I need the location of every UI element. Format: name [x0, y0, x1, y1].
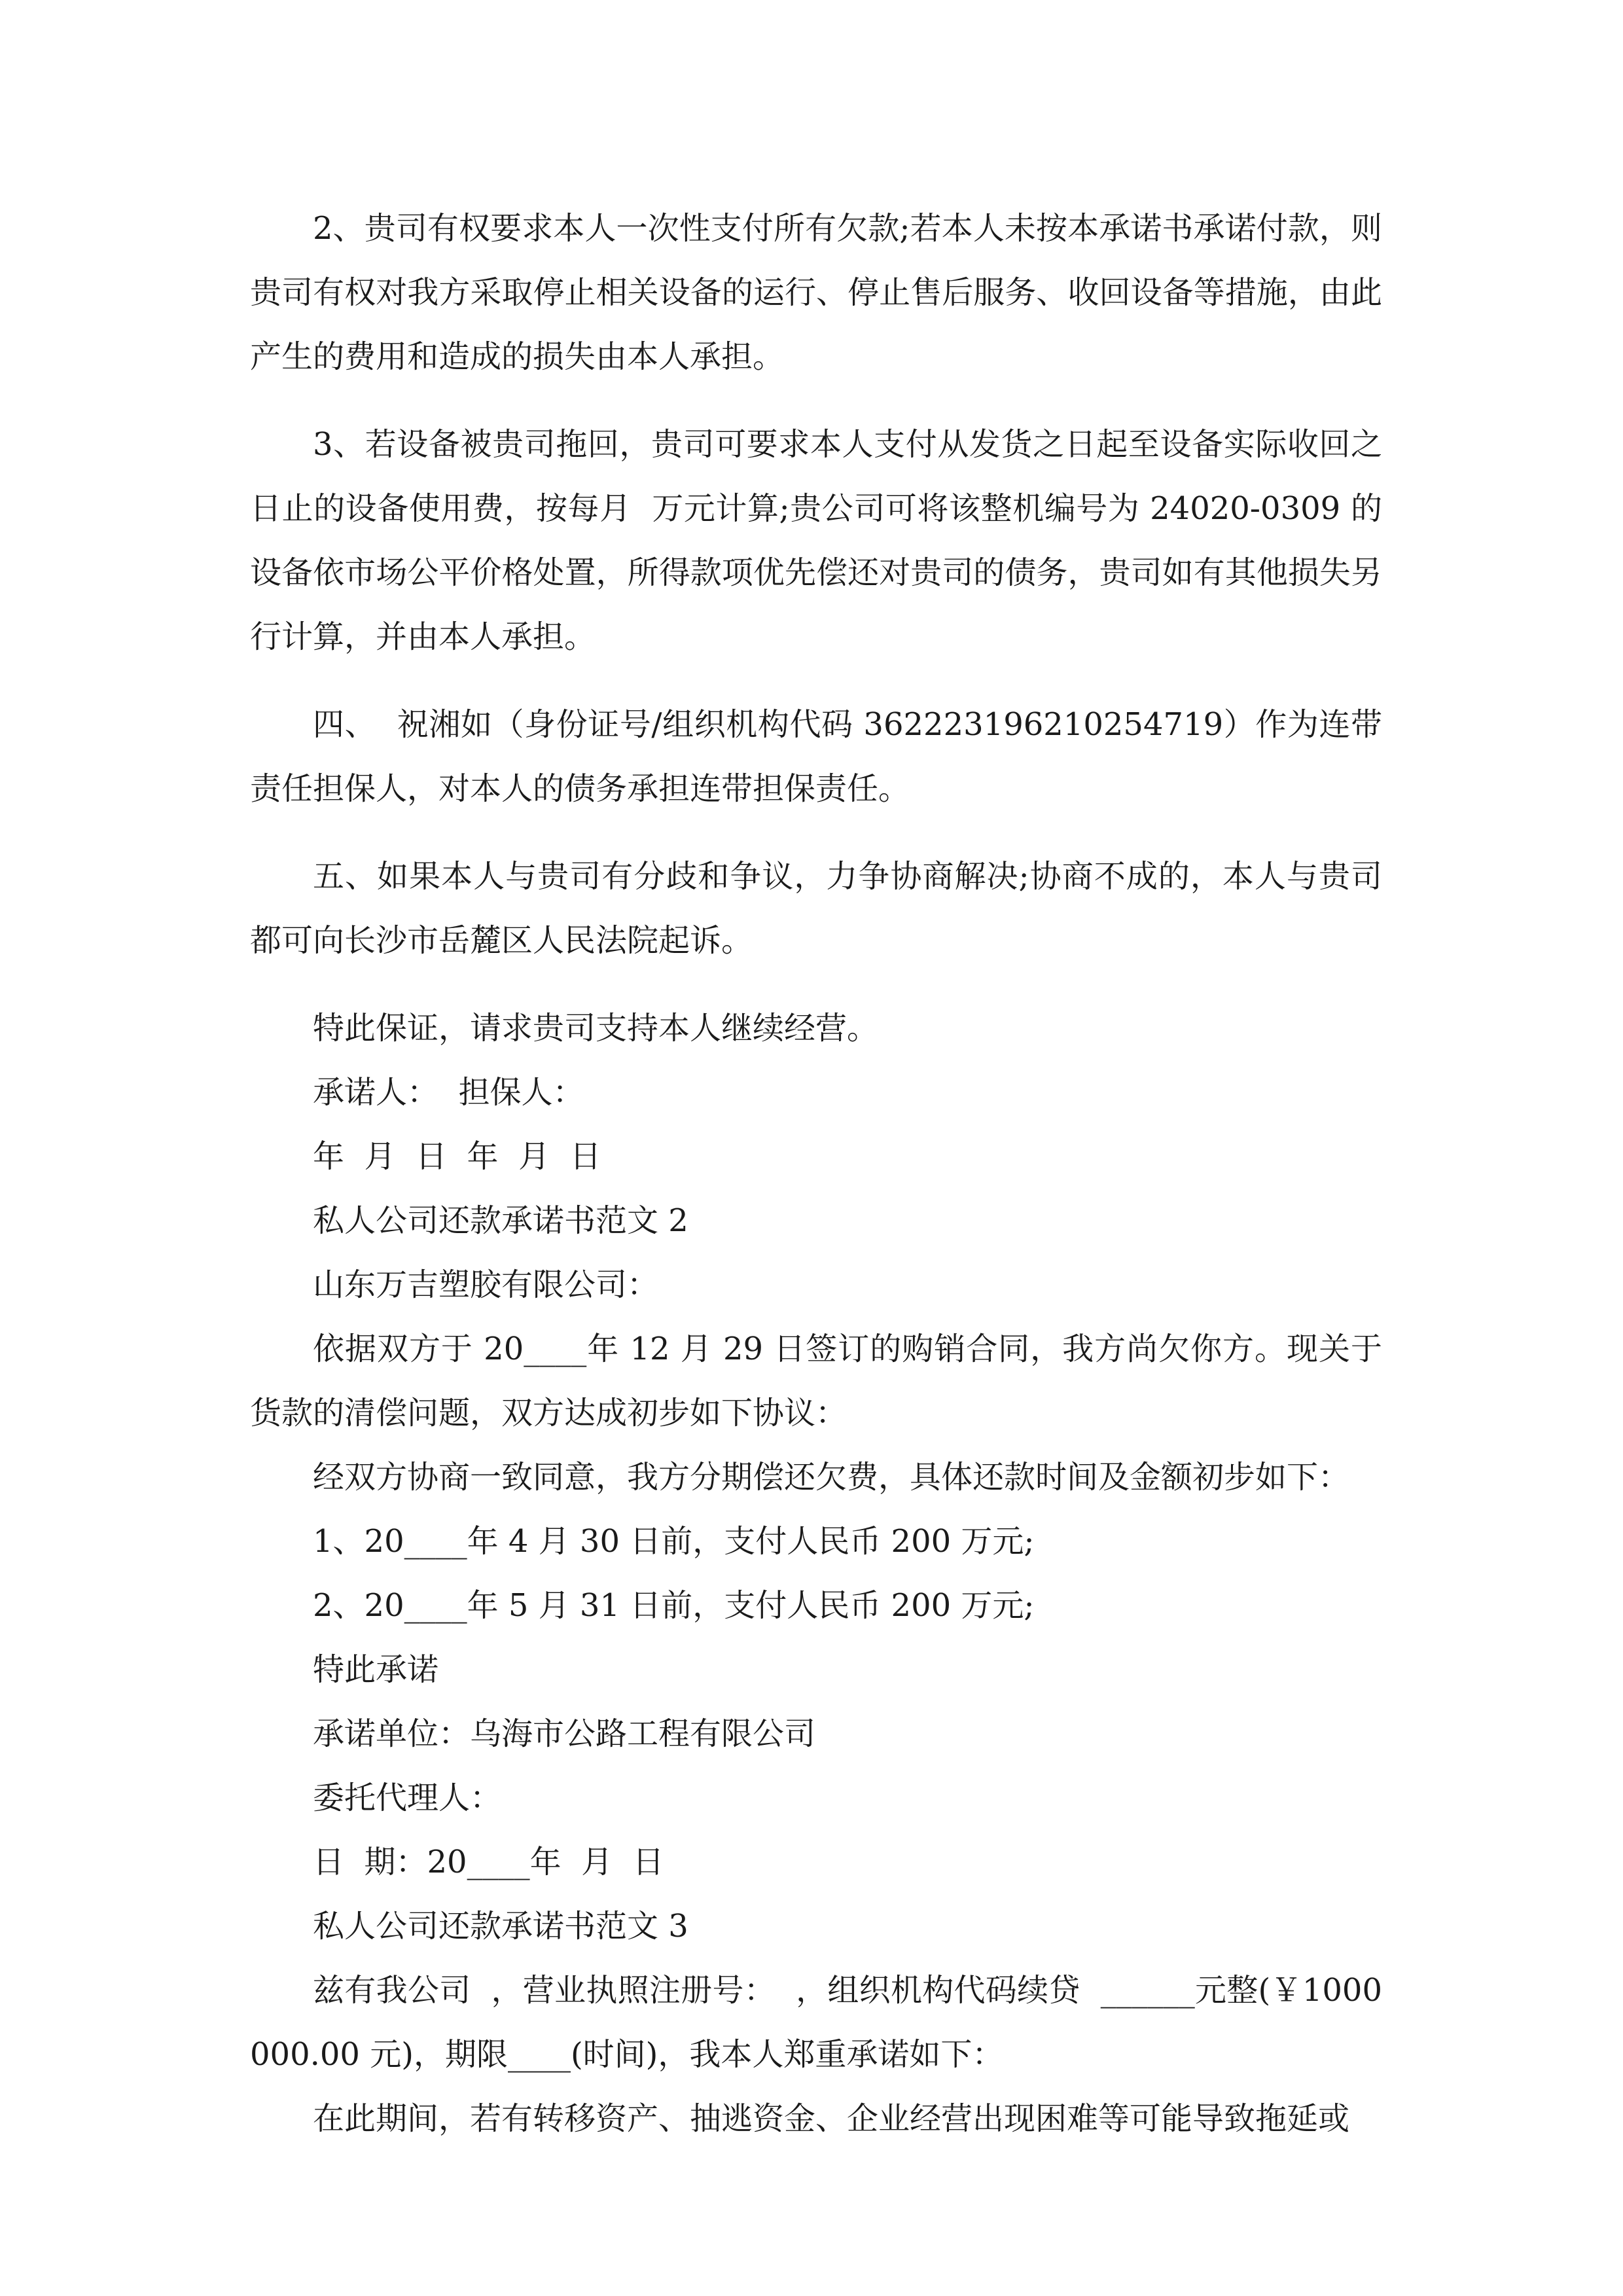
closing-guarantee-line: 特此保证，请求贵司支持本人继续经营。 — [313, 1010, 879, 1047]
paragraph-company-loan: 兹有我公司 ，营业执照注册号： ，组织机构代码续贷 ______元整(￥1000000.00 元)，期限____(时间)，我本人郑重承诺如下： — [250, 1972, 1382, 2073]
signature-line: 承诺人： 担保人： — [313, 1074, 584, 1111]
section-title-2: 私人公司还款承诺书范文 2 — [313, 1202, 688, 1239]
paragraph-during-period: 在此期间，若有转移资产、抽逃资金、企业经营出现困难等可能导致拖延或 — [313, 2100, 1350, 2137]
paragraph-clause-3: 3、若设备被贵司拖回，贵司可要求本人支付从发货之日起至设备实际收回之日止的设备使用费，按每月 万元计算;贵公司可将该整机编号为 24020-0309 的 设备依市场公平价格处置，所得款项优先偿还对贵司的债务，贵司如有其他损失另行计算，并由本人承担。 — [250, 426, 1402, 655]
date-line: 年 月 日 年 月 日 — [313, 1138, 601, 1175]
paragraph-dispute: 五、如果本人与贵司有分歧和争议，力争协商解决;协商不成的，本人与贵司都可向长沙市岳麓区人民法院起诉。 — [250, 858, 1382, 959]
paragraph-clause-2: 2、贵司有权要求本人一次性支付所有欠款;若本人未按本承诺书承诺付款，则贵司有权对我方采取停止相关设备的运行、停止售后服务、收回设备等措施，由此产生的费用和造成的损失由本人承担。 — [250, 210, 1382, 375]
date-line-2: 日 期：20____年 月 日 — [313, 1844, 664, 1880]
agent-line: 委托代理人： — [313, 1780, 502, 1816]
agreement-line: 经双方协商一致同意，我方分期偿还欠费，具体还款时间及金额初步如下： — [313, 1459, 1350, 1496]
paragraph-contract-basis: 依据双方于 20____年 12 月 29 日签订的购销合同，我方尚欠你方。现关于货款的清偿问题，双方达成初步如下协议： — [250, 1331, 1382, 1431]
commitment-line: 特此承诺 — [313, 1651, 439, 1688]
installment-1: 1、20____年 4 月 30 日前，支付人民币 200 万元; — [313, 1523, 1035, 1560]
document-body — [250, 196, 1402, 2151]
addressee-line: 山东万吉塑胶有限公司： — [313, 1266, 659, 1303]
committing-unit-line: 承诺单位：乌海市公路工程有限公司 — [313, 1715, 816, 1752]
installment-2: 2、20____年 5 月 31 日前，支付人民币 200 万元; — [313, 1587, 1035, 1624]
section-title-3: 私人公司还款承诺书范文 3 — [313, 1908, 688, 1945]
paragraph-guarantor: 四、 祝湘如（身份证号/组织机构代码 362223196210254719）作为连带责任担保人，对本人的债务承担连带担保责任。 — [250, 706, 1382, 807]
